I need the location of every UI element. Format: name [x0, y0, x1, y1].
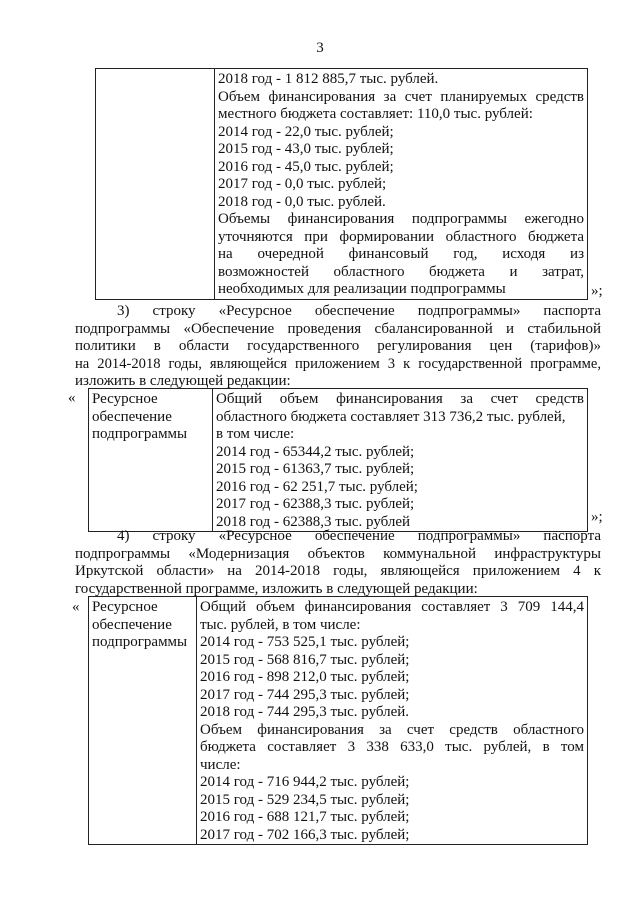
- table1-content-cell: [215, 69, 588, 300]
- table3-line: Объем финансирования за счет средств областного: [200, 721, 584, 738]
- table2-label-line: Ресурсное: [92, 391, 158, 407]
- table1-line: возможностей областного бюджета и затрат,: [218, 263, 584, 280]
- table3-line: 2016 год - 688 121,7 тыс. рублей;: [200, 809, 410, 825]
- table3-line: 2014 год - 716 944,2 тыс. рублей;: [200, 774, 410, 790]
- table3-line: бюджета составляет 3 338 633,0 тыс. рублей, в том: [200, 739, 584, 755]
- table3-content-cell: [197, 597, 588, 845]
- table3-label-cell: [89, 597, 197, 845]
- paragraph3-line: подпрограммы «Обеспечение проведения сбалансированной и стабильной: [75, 320, 601, 337]
- page-number: 3: [316, 40, 324, 56]
- table3-line: 2018 год - 744 295,3 тыс. рублей.: [200, 704, 410, 720]
- paragraph-item-4: [75, 528, 601, 598]
- paragraph3-line: 3) строку «Ресурсное обеспечение подпрограммы» паспорта: [117, 303, 601, 319]
- table1-line: на очередной финансовый год, исходя из: [218, 246, 584, 262]
- table2-line: 2018 год - 62388,3 тыс. рублей: [216, 513, 411, 530]
- table3-line: Общий объем финансирования составляет 3 709 144,4: [200, 599, 584, 615]
- table3-line: 2017 год - 702 166,3 тыс. рублей;: [200, 826, 410, 843]
- paragraph3-line: политики в области государственного регулирования цен (тарифов)»: [75, 338, 601, 354]
- paragraph3-line: на 2014-2018 годы, являющейся приложением 3 к государственной программе,: [75, 355, 601, 372]
- table1-label-cell: [96, 69, 215, 300]
- table3-line: числе:: [200, 756, 241, 773]
- table2-line: в том числе:: [216, 426, 295, 442]
- table1-line: необходимых для реализации подпрограммы: [218, 281, 506, 297]
- resource-table-continuation: [95, 68, 588, 300]
- table2-line: 2014 год - 65344,2 тыс. рублей;: [216, 443, 415, 460]
- table1-line: 2018 год - 1 812 885,7 тыс. рублей.: [218, 71, 439, 87]
- resource-table-subprogram-4: [88, 596, 588, 845]
- table3-label-line: подпрограммы: [92, 634, 188, 650]
- table2-open-quote: «: [68, 390, 76, 406]
- table2-line: 2015 год - 61363,7 тыс. рублей;: [216, 461, 415, 477]
- table2-line: областного бюджета составляет 313 736,2 тыс. рублей,: [216, 408, 566, 425]
- table2-close-quote: »;: [591, 509, 603, 525]
- table2-line: 2017 год - 62388,3 тыс. рублей;: [216, 496, 415, 512]
- paragraph-item-3: [75, 303, 601, 391]
- table2-content-cell: [213, 389, 588, 532]
- table3-line: 2017 год - 744 295,3 тыс. рублей;: [200, 686, 410, 703]
- table2-line: Общий объем финансирования за счет средств: [216, 391, 584, 407]
- table1-line: 2017 год - 0,0 тыс. рублей;: [218, 176, 387, 192]
- table1-line: 2018 год - 0,0 тыс. рублей.: [218, 193, 386, 210]
- table3-label-line: Ресурсное: [92, 599, 158, 615]
- paragraph4-line: 4) строку «Ресурсное обеспечение подпрограммы» паспорта: [117, 528, 601, 544]
- table3-line: тыс. рублей, в том числе:: [200, 616, 361, 633]
- table2-label-cell: [89, 389, 213, 532]
- table1-close-quote: »;: [591, 283, 603, 299]
- table1-line: 2014 год - 22,0 тыс. рублей;: [218, 123, 394, 140]
- table1-line: местного бюджета составляет: 110,0 тыс. рублей:: [218, 106, 533, 122]
- table1-line: 2016 год - 45,0 тыс. рублей;: [218, 158, 394, 175]
- table3-line: 2015 год - 529 234,5 тыс. рублей;: [200, 791, 410, 808]
- paragraph4-line: подпрограммы «Модернизация объектов коммунальной инфраструктуры: [75, 545, 601, 562]
- paragraph4-line: Иркутской области» на 2014-2018 годы, являющейся приложением 4 к: [75, 563, 601, 579]
- table1-line: Объемы финансирования подпрограммы ежегодно: [218, 211, 584, 227]
- table1-line: Объем финансирования за счет планируемых средств: [218, 88, 584, 105]
- table2-label-line: обеспечение: [92, 408, 172, 425]
- table3-line: 2014 год - 753 525,1 тыс. рублей;: [200, 634, 410, 650]
- table1-line: 2015 год - 43,0 тыс. рублей;: [218, 141, 394, 157]
- table2-line: 2016 год - 62 251,7 тыс. рублей;: [216, 478, 418, 495]
- paragraph4-line: государственной программе, изложить в следующей редакции:: [75, 580, 478, 597]
- table3-line: 2015 год - 568 816,7 тыс. рублей;: [200, 651, 410, 668]
- table2-label-line: подпрограммы: [92, 426, 188, 442]
- paragraph3-line: изложить в следующей редакции:: [75, 373, 291, 389]
- resource-table-subprogram-3: [88, 388, 588, 532]
- table3-open-quote: «: [72, 599, 80, 615]
- table3-label-line: обеспечение: [92, 616, 172, 633]
- table3-line: 2016 год - 898 212,0 тыс. рублей;: [200, 669, 410, 685]
- table1-line: уточняются при формировании областного бюджета: [218, 228, 584, 245]
